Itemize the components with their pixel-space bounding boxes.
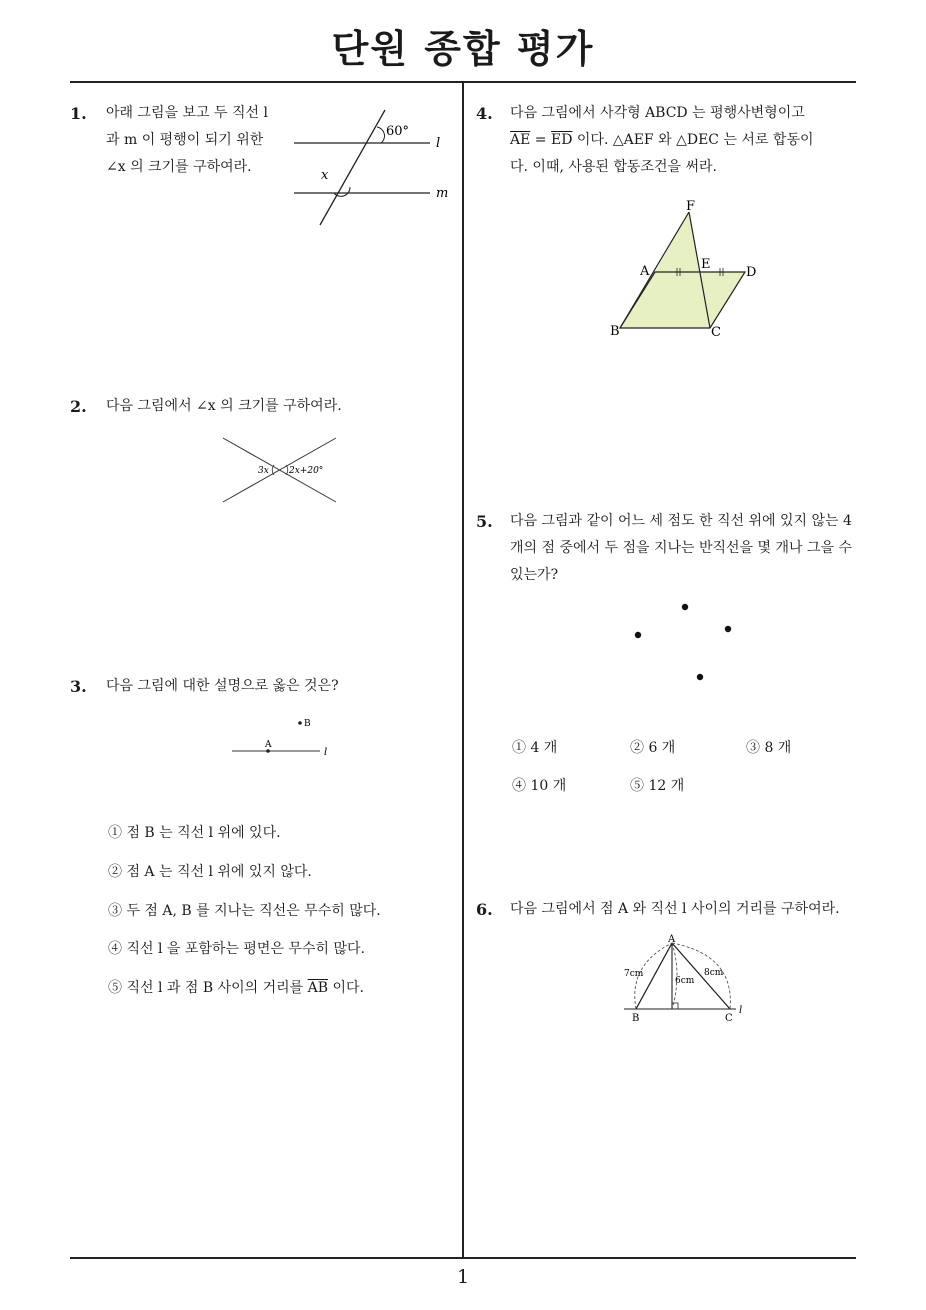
question-6-text: 다음 그림에서 점 A 와 직선 l 사이의 거리를 구하여라.: [510, 901, 840, 917]
q3-option-5-prefix: ⑤ 직선 l 과 점 B 사이의 거리를: [108, 980, 304, 996]
q5-point: [697, 674, 703, 680]
q5-point: [725, 626, 731, 632]
q3-option-1: ① 점 B 는 직선 l 위에 있다.: [108, 825, 281, 841]
q3-option-5-suffix: 이다.: [332, 980, 364, 996]
q6-C-label: C: [725, 1013, 733, 1024]
q4-segment-ed: $\overline{ED}$: [550, 132, 573, 148]
q4-A-label: A: [640, 264, 650, 279]
q4-E-label: E: [701, 257, 711, 272]
q3-B-label: B: [304, 719, 311, 729]
q5-option-2: ② 6 개: [630, 740, 676, 756]
question-3-number: 3.: [70, 677, 87, 696]
question-2-text: 다음 그림에서 ∠x 의 크기를 구하여라.: [106, 398, 342, 414]
bottom-rule: [70, 1257, 856, 1259]
page-number: 1: [456, 1266, 470, 1288]
q3-option-4: ④ 직선 l 을 포함하는 평면은 무수히 많다.: [108, 941, 365, 957]
q3-option-5-segment: $\overline{AB}$: [307, 980, 329, 996]
q3-l-label: l: [324, 747, 328, 758]
q3-option-5: [108, 977, 364, 997]
q4-C-label: C: [711, 325, 721, 340]
q3-option-2: ② 점 A 는 직선 l 위에 있지 않다.: [108, 864, 312, 880]
question-5-number: 5.: [476, 512, 493, 531]
q5-point: [682, 604, 688, 610]
question-1-text: 아래 그림을 보고 두 직선 l 과 m 이 평행이 되기 위한 ∠x 의 크기를 구하여라.: [106, 105, 268, 175]
page-title: 단원 종합 평가: [331, 27, 595, 71]
q5-option-1: ① 4 개: [512, 740, 558, 756]
q4-line-2-rest: 이다. △AEF 와 △DEC 는 서로 합동이: [576, 132, 814, 148]
q6-ab-length: 7cm: [624, 969, 644, 979]
q4-line-1: 다음 그림에서 사각형 ABCD 는 평행사변형이고: [510, 105, 805, 121]
question-1-figure: [290, 105, 460, 230]
question-1-number: 1.: [70, 104, 87, 123]
q5-option-5: ⑤ 12 개: [630, 778, 685, 794]
q3-option-3: ③ 두 점 A, B 를 지나는 직선은 무수히 많다.: [108, 903, 381, 919]
column-divider: [462, 83, 464, 1258]
question-5-text: 다음 그림과 같이 어느 세 점도 한 직선 위에 있지 않는 4 개의 점 중에서 두 점을 지나는 반직선을 몇 개나 그을 수 있는가?: [510, 513, 853, 583]
question-4-figure: [600, 195, 770, 345]
q4-line-2: [510, 127, 860, 154]
q4-B-label: B: [610, 324, 620, 339]
q6-A-label: A: [668, 934, 676, 945]
q4-triangle-fill: [655, 212, 700, 272]
q4-segment-ae: $\overline{AE}$: [510, 132, 531, 148]
question-2-number: 2.: [70, 397, 87, 416]
q2-right-label: 2x+20°: [289, 466, 324, 476]
question-5-figure: [630, 600, 740, 685]
q3-A-label: A: [265, 740, 272, 750]
question-2-figure: [220, 436, 340, 506]
q4-equals: =: [534, 132, 547, 148]
q4-line-3: 다. 이때, 사용된 합동조건을 써라.: [510, 159, 717, 175]
q4-parallelogram-fill: [620, 272, 745, 328]
q5-point: [635, 632, 641, 638]
q6-B-label: B: [632, 1013, 640, 1024]
q1-x-label: x: [321, 168, 329, 183]
question-4-number: 4.: [476, 104, 493, 123]
q4-F-label: F: [686, 199, 696, 214]
question-6-figure: [620, 935, 760, 1025]
q6-ac-length: 8cm: [704, 968, 724, 978]
question-6-number: 6.: [476, 900, 493, 919]
q1-m-label: m: [436, 186, 449, 201]
question-4-text: [510, 100, 860, 181]
q6-height-length: 6cm: [675, 976, 695, 986]
q4-D-label: D: [746, 265, 757, 280]
q5-option-4: ④ 10 개: [512, 778, 567, 794]
q5-option-3: ③ 8 개: [746, 740, 792, 756]
question-3-figure: [228, 715, 338, 760]
q6-l-label: l: [739, 1005, 743, 1016]
q1-l-label: l: [436, 136, 441, 151]
question-3-text: 다음 그림에 대한 설명으로 옳은 것은?: [106, 678, 339, 694]
q1-angle-label: 60°: [386, 124, 410, 139]
q2-left-label: 3x: [258, 466, 269, 476]
